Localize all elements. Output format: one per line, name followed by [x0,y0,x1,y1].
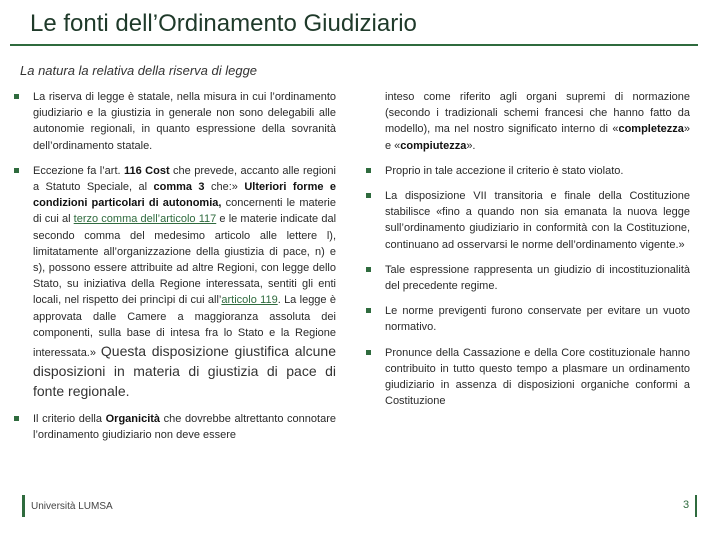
article-119-link[interactable]: articolo 119 [221,294,278,307]
paragraph-text: Proprio in tale accezione il criterio è stato violato. [385,164,624,177]
bullet-icon [14,94,19,99]
paragraph-text: che:» [204,181,245,194]
list-item [14,163,336,402]
paragraph-text: Le norme previgenti furono conservate per evitare un vuoto normativo. [385,305,690,334]
paragraph-text: La disposizione VII transitoria e finale della Costituzione stabilisce «fino a quando non sia emanata la nuova legge sull’ordinamento giudiziario in conformità con la Costituzione, continuano ad osservarsi le norme dell’ordinamento vigente.» [385,190,690,251]
bold-text: Ulteriori forme e condizioni particolari di autonomia, [33,181,337,210]
paragraph-text: Eccezione fa l’art. [33,164,124,177]
footer-university: Università LUMSA [31,501,113,512]
paragraph-text: che dovrebbe altrettanto connotare l’ordinamento giudiziario non deve essere [33,412,336,441]
page-subtitle: La natura la relativa della riserva di legge [20,63,258,78]
paragraph-text: e le materie indicate dal secondo comma del medesimo articolo alle lettere l), limitatamente all’organizzazione della giustizia di pace, n) e s), possono essere attribuite ad altre Regioni, con legge dello Stato, su iniziativa della Regione interessata, sentiti gli enti locali, nel rispetto dei princìpi di cui all’ [33,213,337,307]
paragraph-text: Pronunce della Cassazione e della Core costituzionale hanno contribuito in tutto questo tempo a plasmare un ordinamento giudiziario in assenza di disposizioni organiche conformi a Costituzione [385,346,690,408]
list-item [366,345,690,410]
title-divider [10,44,698,46]
bullet-icon [14,168,19,173]
paragraph-text: . La legge è approvata dalle Camere a maggioranza assoluta dei componenti, sulla base di intesa fra lo Stato e la Regione interessata.» [33,294,336,360]
paragraph-text: concernenti le materie di cui al [33,197,336,226]
bold-text: completezza [618,123,684,136]
bullet-icon [366,350,371,355]
article-117-link[interactable]: terzo comma dell’articolo 117 [73,213,217,226]
bold-text: comma 3 [153,181,205,194]
bullet-icon [366,193,371,198]
paragraph-text: La riserva di legge è statale, nella misura in cui l’ordinamento giudiziario e la giustizia in generale non sono delegabili alle autonomie regionali, in quanto espressione della sovranità dell’ordinamento statale. [33,91,336,152]
paragraph-text: inteso come riferito agli organi supremi di normazione (secondo i tradizionali schemi francesi che hanno fatto da modello), ma nel nostro significato interno di « [385,91,690,136]
bold-text: 116 Cost [124,164,170,177]
paragraph-text: che prevede, accanto alle regioni a Statuto Speciale, al [33,164,336,194]
highlight-text: Questa disposizione giustifica alcune disposizioni in materia di giustizia di pace di fonte regionale. [33,343,336,400]
bold-text: compiutezza [400,139,467,152]
bullet-icon [366,308,371,313]
list-item [14,89,336,154]
footer-accent-bar [22,495,25,517]
page-number-accent-bar [695,495,697,517]
right-column [366,89,690,418]
bold-text: Organicità [105,412,161,425]
bullet-icon [366,267,371,272]
list-item [366,163,690,179]
list-item-continued [366,89,690,154]
bullet-icon [366,168,371,173]
paragraph-text: ». [466,139,476,152]
page-number: 3 [683,499,690,511]
list-item [366,262,690,294]
left-column [14,89,336,452]
paragraph-text: Il criterio della [33,412,106,425]
page-title: Le fonti dell’Ordinamento Giudiziario [30,10,417,37]
paragraph-text: » e « [385,123,690,152]
list-item [366,303,690,335]
bullet-icon [14,416,19,421]
paragraph-text: Tale espressione rappresenta un giudizio di incostituzionalità del precedente regime. [385,263,690,293]
list-item [366,188,690,253]
list-item [14,411,336,443]
